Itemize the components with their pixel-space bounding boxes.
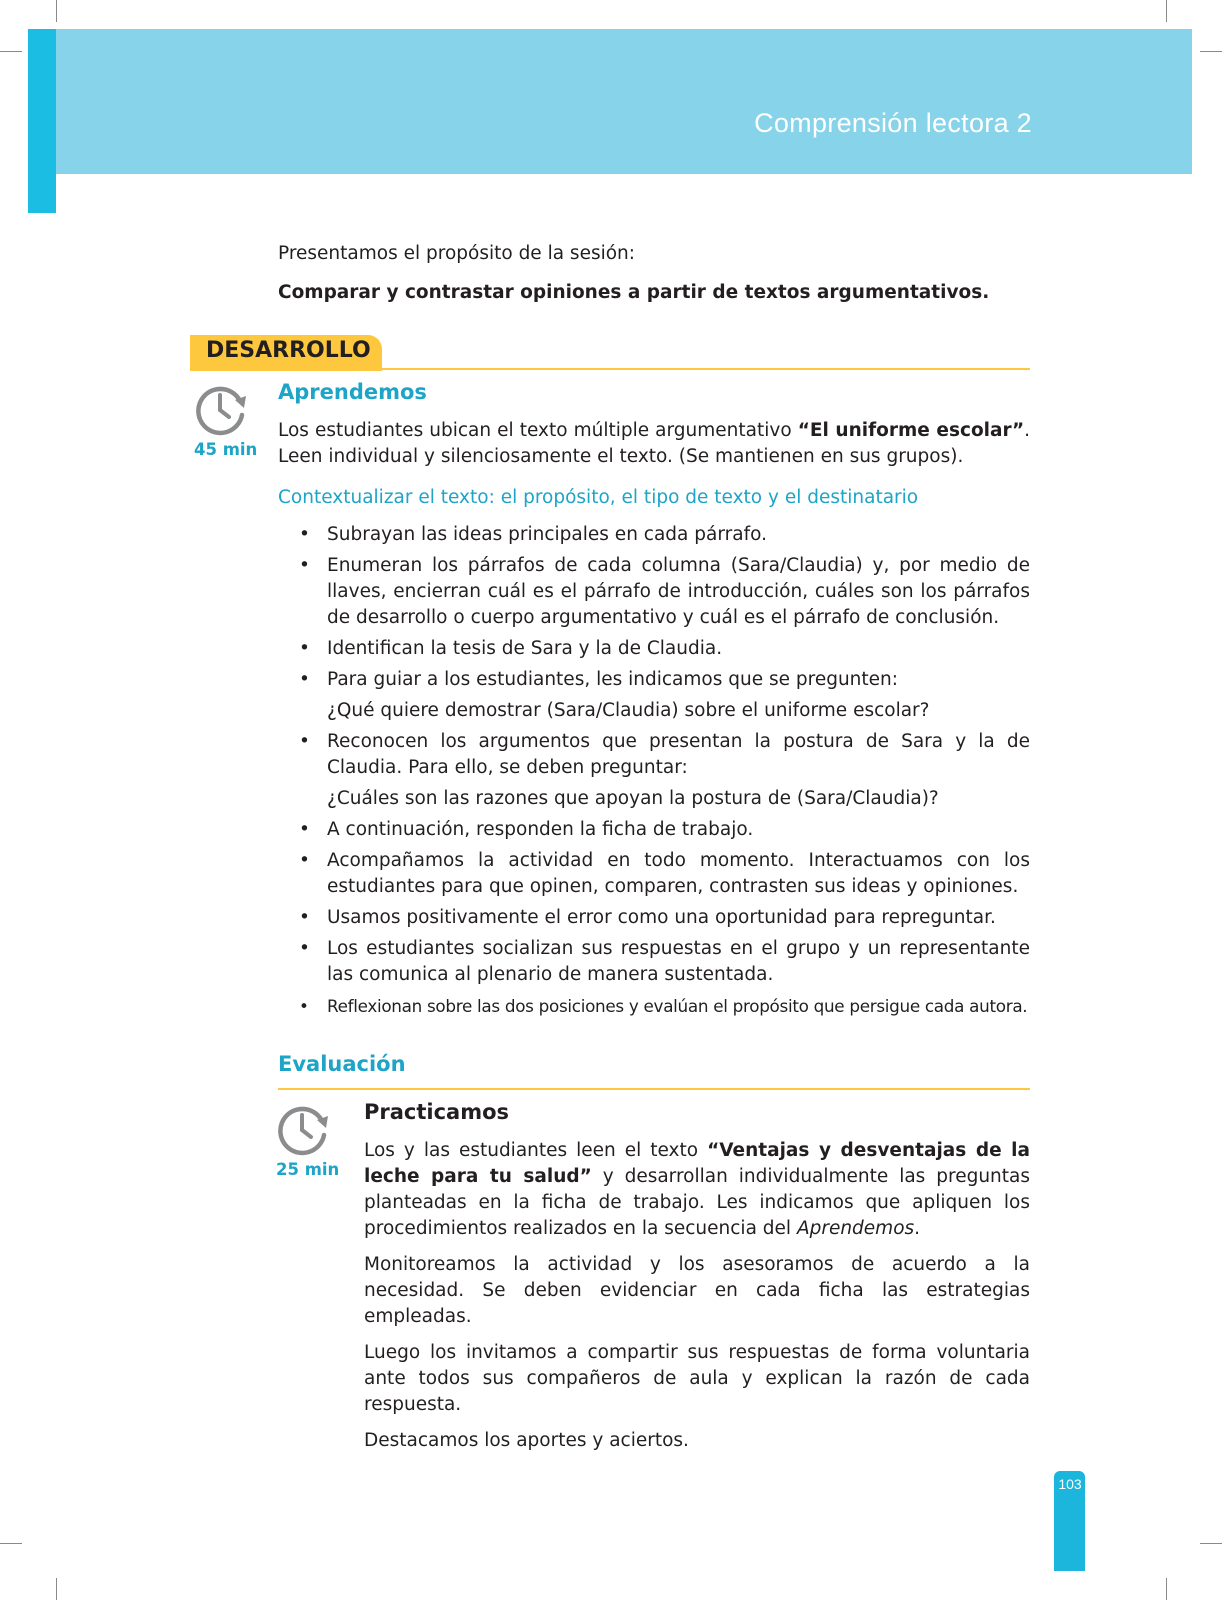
practicamos-body bbox=[364, 1138, 1030, 1464]
practicamos-paragraph: Luego los invitamos a compartir sus respuestas de forma voluntaria ante todos sus compañeros de aula y explican la razón de cada respuesta. bbox=[364, 1342, 1030, 1415]
list-item bbox=[278, 936, 1030, 988]
crop-mark bbox=[1200, 51, 1222, 52]
text-title-uniforme: “El uniforme escolar” bbox=[797, 420, 1025, 441]
header-accent-bar bbox=[28, 29, 56, 213]
list-item-text: Para guiar a los estudiantes, les indicamos que se pregunten: bbox=[327, 669, 898, 690]
guiding-question: ¿Cuáles son las razones que apoyan la postura de (Sara/Claudia)? bbox=[327, 788, 939, 809]
activity-list bbox=[278, 522, 1030, 1024]
practicamos-paragraph: Destacamos los aportes y aciertos. bbox=[364, 1430, 689, 1451]
paragraph-text: Los y las estudiantes leen el texto bbox=[364, 1140, 708, 1161]
list-item bbox=[278, 553, 1030, 631]
section-tab-label: DESARROLLO bbox=[206, 338, 371, 363]
list-item-text: Usamos positivamente el error como una oportunidad para repreguntar. bbox=[327, 907, 996, 928]
context-heading: Contextualizar el texto: el propósito, el tipo de texto y el destinatario bbox=[278, 487, 919, 508]
clock-icon bbox=[194, 381, 250, 437]
list-item bbox=[278, 667, 1030, 724]
paragraph-text: . bbox=[914, 1218, 921, 1239]
purpose-statement: Comparar y contrastar opiniones a partir de textos argumentativos. bbox=[278, 282, 990, 303]
practicamos-paragraph: Monitoreamos la actividad y los asesoramos de acuerdo a la necesidad. Se deben evidenciar en cada ficha las estrategias empleadas. bbox=[364, 1254, 1030, 1327]
section-divider bbox=[278, 1088, 1030, 1090]
paragraph-text: . Leen individual y silenciosamente el texto. (Se mantienen en sus grupos). bbox=[278, 420, 1031, 467]
subheading-evaluacion: Evaluación bbox=[278, 1052, 406, 1076]
list-item-text: Subrayan las ideas principales en cada párrafo. bbox=[327, 524, 767, 545]
list-item bbox=[278, 905, 1030, 931]
paragraph-text: y desarrollan individualmente las preguntas planteadas en la ficha de trabajo. Les indicamos que apliquen los procedimientos realizados en la secuencia del bbox=[364, 1166, 1030, 1239]
guiding-question: ¿Qué quiere demostrar (Sara/Claudia) sobre el uniforme escolar? bbox=[327, 700, 930, 721]
crop-mark bbox=[1200, 1543, 1222, 1544]
section-tab-desarrollo bbox=[190, 335, 382, 371]
list-item-text: A continuación, responden la ficha de trabajo. bbox=[327, 819, 754, 840]
list-item bbox=[278, 848, 1030, 900]
crop-mark bbox=[0, 1543, 22, 1544]
list-item bbox=[278, 636, 1030, 662]
section-divider bbox=[190, 368, 1030, 370]
duration-label: 25 min bbox=[276, 1160, 340, 1179]
list-item-text: Reflexionan sobre las dos posiciones y evalúan el propósito que persigue cada autora. bbox=[327, 996, 1028, 1016]
crop-mark bbox=[1166, 1578, 1167, 1600]
list-item-text: Reconocen los argumentos que presentan la postura de Sara y la de Claudia. Para ello, se deben preguntar: bbox=[327, 731, 1030, 778]
crop-mark bbox=[0, 51, 22, 52]
page-title: Comprensión lectora 2 bbox=[754, 108, 1032, 138]
list-item bbox=[278, 993, 1030, 1019]
header-band bbox=[56, 29, 1192, 174]
crop-mark bbox=[56, 1578, 57, 1600]
aprendemos-paragraph bbox=[278, 418, 1030, 470]
crop-mark bbox=[56, 0, 57, 22]
duration-label: 45 min bbox=[194, 440, 258, 459]
crop-mark bbox=[1166, 0, 1167, 22]
list-item-text: Acompañamos la actividad en todo momento. Interactuamos con los estudiantes para que opinen, comparen, contrasten sus ideas y opiniones. bbox=[327, 850, 1030, 897]
subheading-practicamos: Practicamos bbox=[364, 1100, 510, 1124]
text-title-leche: “Ventajas y desventajas de la leche para tu salud” bbox=[364, 1140, 1030, 1187]
list-item-text: Los estudiantes socializan sus respuestas en el grupo y un representante las comunica al plenario de manera sustentada. bbox=[327, 938, 1030, 985]
subheading-aprendemos: Aprendemos bbox=[278, 380, 427, 404]
page-number: 103 bbox=[1058, 1476, 1082, 1492]
practicamos-paragraph bbox=[364, 1138, 1030, 1242]
list-item bbox=[278, 817, 1030, 843]
aprendemos-reference: Aprendemos bbox=[796, 1218, 915, 1239]
purpose-intro-line: Presentamos el propósito de la sesión: bbox=[278, 243, 636, 264]
list-item-text: Enumeran los párrafos de cada columna (Sara/Claudia) y, por medio de llaves, encierran cuál es el párrafo de introducción, cuáles son los párrafos de desarrollo o cuerpo argumentativo y cuál es el párrafo de conclusión. bbox=[327, 555, 1030, 628]
list-item-text: Identifican la tesis de Sara y la de Claudia. bbox=[327, 638, 723, 659]
list-item bbox=[278, 729, 1030, 812]
session-purpose bbox=[278, 241, 1030, 319]
list-item bbox=[278, 522, 1030, 548]
clock-icon bbox=[276, 1101, 332, 1157]
paragraph-text: Los estudiantes ubican el texto múltiple argumentativo bbox=[278, 420, 798, 441]
